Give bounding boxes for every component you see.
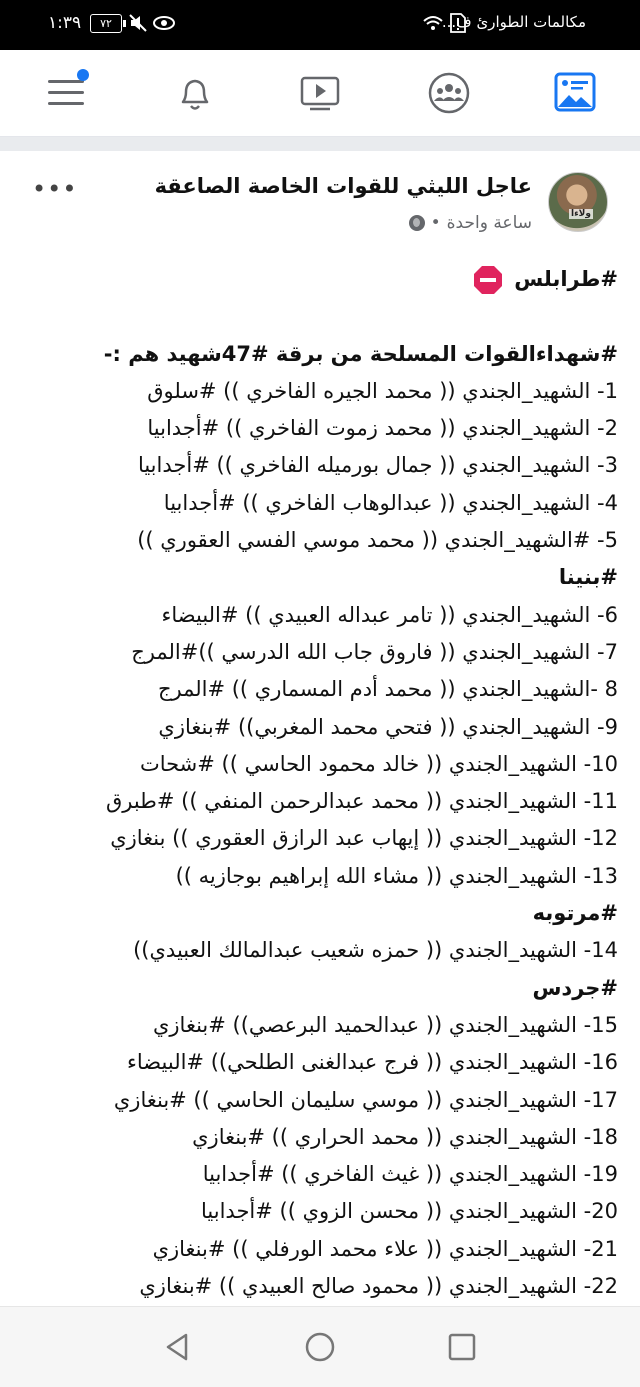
groups-button[interactable] [424,68,474,118]
martyr-line: 17- الشهيد_الجندي (( موسي سليمان الحاسي )) #بنغازي [113,1087,618,1112]
page-avatar[interactable] [548,172,608,232]
post-card [0,151,640,1351]
status-bar [0,0,640,50]
martyr-line: 19- الشهيد_الجندي (( غيث الفاخري )) #أجدابيا [202,1162,618,1187]
mute-icon [127,12,149,34]
menu-icon [44,68,94,118]
martyr-line: 14- الشهيد_الجندي (( حمزه شعيب عبدالمالك العبيدي)) [133,938,618,963]
martyr-line: 7- الشهيد_الجندي (( فاروق جاب الله الدرسي ))#المرج [131,639,618,664]
top-navigation [0,50,640,137]
post-title-line [18,261,618,298]
intro-line: #شهداءالقوات المسلحة من برقة #47شهيد هم :- [103,341,618,366]
blank-line [18,298,618,335]
more-options-button[interactable]: ••• [32,175,78,203]
post-time[interactable]: ساعة واحدة [446,213,532,233]
page-name[interactable]: عاجل الليثي للقوات الخاصة الصاعقة [154,174,532,198]
carrier-text: مكالمات الطوارئ ف... [441,13,586,31]
martyr-line: 12- الشهيد_الجندي (( إيهاب عبد الرازق العقوري )) بنغازي [110,826,618,851]
globe-icon [409,215,425,231]
martyr-line: 1- الشهيد_الجندي (( محمد الجيره الفاخري )) #سلوق [147,378,618,403]
martyr-line: 22- الشهيد_الجندي (( محمود صالح العبيدي )) #بنغازي [139,1274,618,1299]
watch-icon [296,68,346,118]
wifi-icon [422,12,444,34]
avatar-tag: ولاءا [571,209,591,219]
location-hashtag[interactable]: #جردس [532,975,618,1000]
back-icon[interactable] [158,1327,198,1367]
martyr-line: 4- الشهيد_الجندي (( عبدالوهاب الفاخري )) #أجدابيا [163,490,618,515]
martyrs-list [18,373,618,1343]
martyr-line: 5- #الشهيد_الجندي (( محمد موسي الفسي العقوري )) [137,528,618,553]
watch-button[interactable] [296,68,346,118]
menu-button[interactable] [44,68,94,118]
martyr-line: 3- الشهيد_الجندي (( جمال بورميله الفاخري )) #أجدابيا [137,453,618,478]
groups-icon [424,68,474,118]
location-hashtag[interactable]: #مرتوبه [532,901,618,926]
notifications-button[interactable] [170,68,220,118]
stop-sign-icon [473,265,503,295]
feed-button[interactable] [550,68,600,118]
feed-icon [550,68,600,118]
system-navigation-bar [0,1306,640,1387]
battery-icon: ٧٢ [90,14,122,33]
martyr-line: 11- الشهيد_الجندي (( محمد عبدالرحمن المنفي )) #طبرق [105,789,618,814]
martyr-line: 9- الشهيد_الجندي (( فتحي محمد المغربي)) #بنغازي [158,714,618,739]
clock: ١:٣٩ [48,13,82,33]
martyr-line: 10- الشهيد_الجندي (( خالد محمود الحاسي )) #شحات [139,751,618,776]
location-hashtag[interactable]: #بنينا [558,565,618,590]
post-meta [409,213,532,233]
martyr-line: 16- الشهيد_الجندي (( فرج عبدالغنى الطلحي)) #البيضاء [127,1050,618,1075]
martyr-line: 8 -الشهيد_الجندي (( محمد أدم المسماري )) #المرج [157,677,618,702]
martyr-line: 21- الشهيد_الجندي (( علاء محمد الورفلي )) #بنغازي [152,1236,618,1261]
recents-icon[interactable] [442,1327,482,1367]
martyr-line: 18- الشهيد_الجندي (( محمد الحراري )) #بنغازي [192,1124,618,1149]
martyr-line: 13- الشهيد_الجندي (( مشاء الله إبراهيم بوجازيه )) [175,863,618,888]
bell-icon [170,68,220,118]
martyr-line: 2- الشهيد_الجندي (( محمد زموت الفاخري )) #أجدابيا [147,416,618,441]
feed-separator [0,137,640,151]
eye-icon [152,12,176,34]
martyr-line: 20- الشهيد_الجندي (( محسن الزوي )) #أجدابيا [201,1199,618,1224]
post-body [18,261,618,1343]
hashtag-tripoli[interactable]: #طرابلس [514,267,618,291]
home-icon[interactable] [300,1327,340,1367]
martyr-line: 6- الشهيد_الجندي (( تامر عبداله العبيدي )) #البيضاء [161,602,618,627]
martyr-line: 15- الشهيد_الجندي (( عبدالحميد البرعصي)) #بنغازي [152,1012,618,1037]
meta-separator: • [430,213,441,233]
